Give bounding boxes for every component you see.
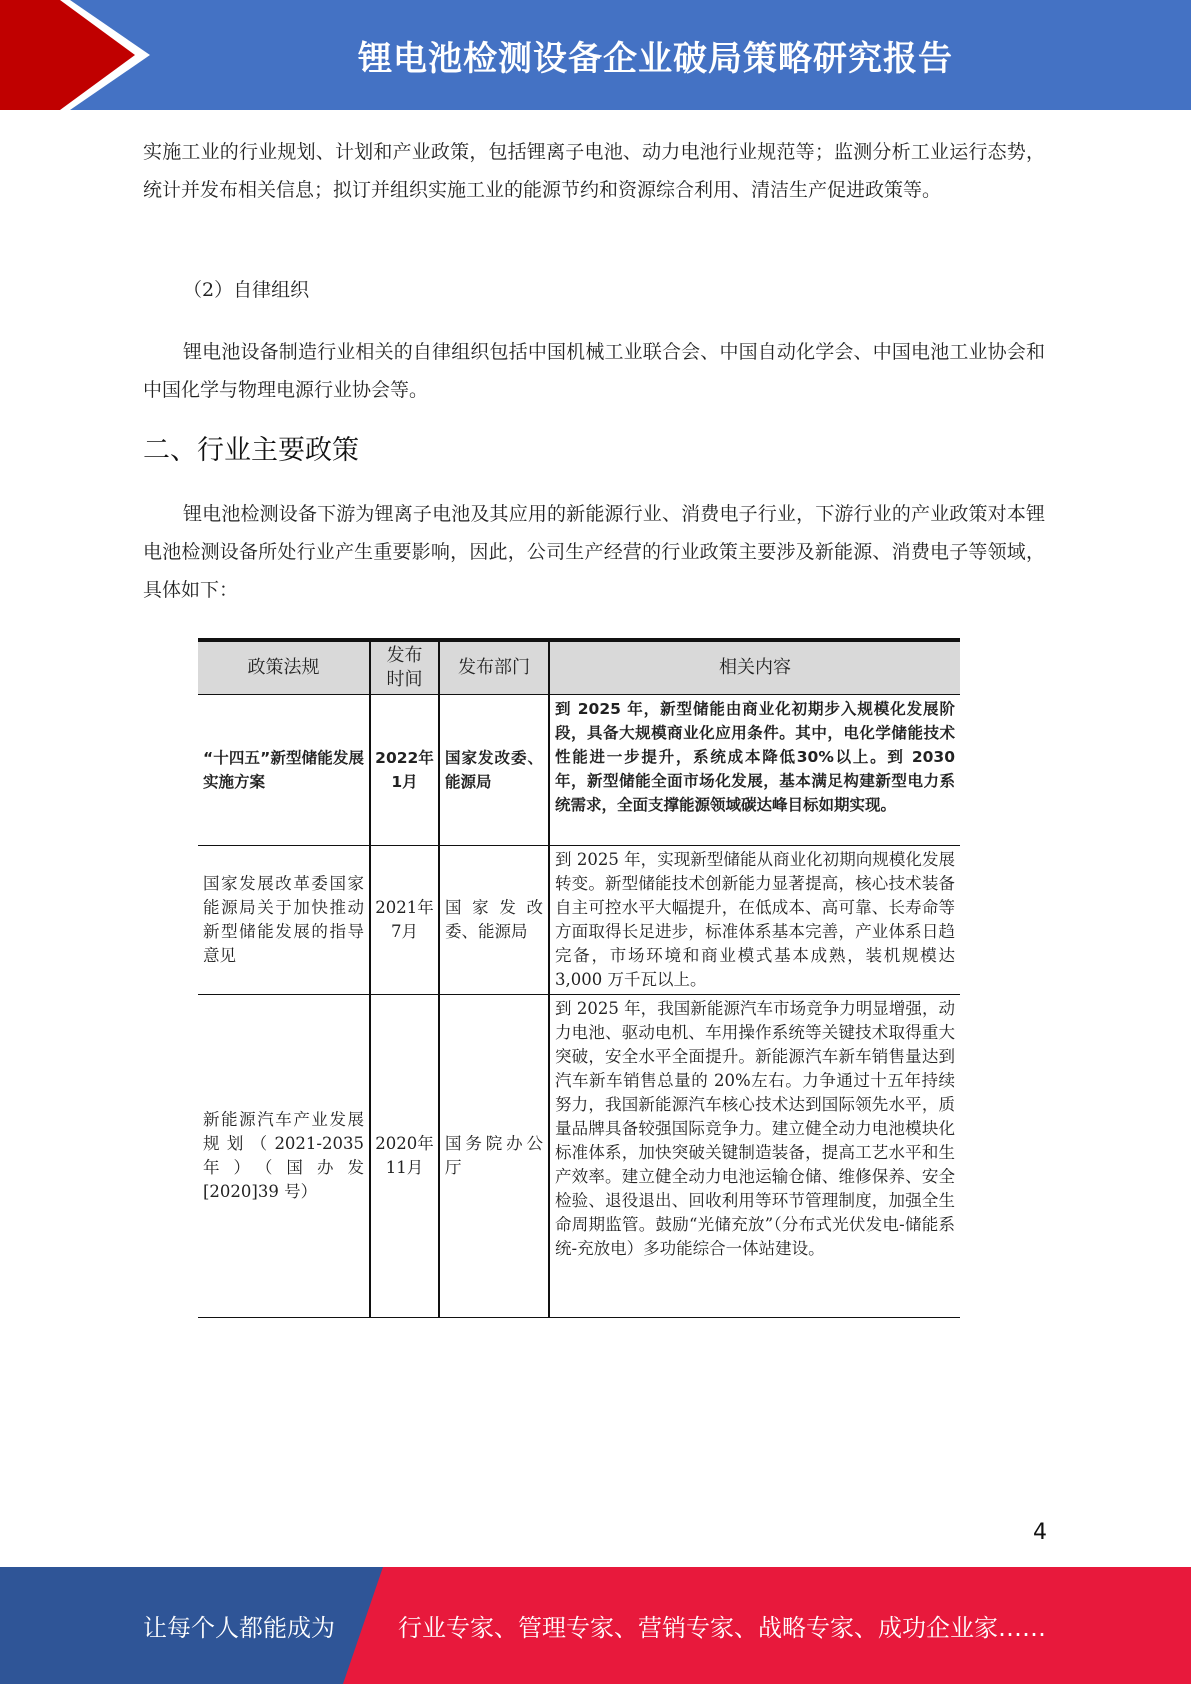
paragraph-policy-intro: 锂电池检测设备下游为锂离子电池及其应用的新能源行业、消费电子行业，下游行业的产业政策对本锂电池检测设备所处行业产生重要影响，因此，公司生产经营的行业政策主要涉及新能源、消费电子等领域，具体如下： <box>143 503 1045 601</box>
table-row <box>198 846 960 995</box>
section-heading: 二、行业主要政策 <box>143 435 359 466</box>
page-footer <box>0 1567 1191 1684</box>
table-header-row <box>198 640 960 695</box>
page-number: 4 <box>1033 1520 1047 1545</box>
policy-table <box>198 638 960 1318</box>
header-date-label: 发布 时间 <box>386 645 423 690</box>
table-row <box>198 995 960 1318</box>
cell-date: 2022年1月 <box>370 695 439 846</box>
cell-policy: 国家发展改革委国家能源局关于加快推动新型储能发展的指导意见 <box>198 846 370 995</box>
cell-policy: “十四五”新型储能发展实施方案 <box>198 695 370 846</box>
cell-policy: 新能源汽车产业发展规划（2021-2035年）（国办发[2020]39 号） <box>198 995 370 1318</box>
header-policy: 政策法规 <box>198 640 370 695</box>
footer-slogan-left: 让每个人都能成为 <box>143 1614 335 1642</box>
paragraph-self-regulatory: 锂电池设备制造行业相关的自律组织包括中国机械工业联合会、中国自动化学会、中国电池工业协会和中国化学与物理电源行业协会等。 <box>143 341 1045 401</box>
header-content: 相关内容 <box>549 640 960 695</box>
subheading-self-regulatory: （2）自律组织 <box>183 279 310 301</box>
cell-content: 到 2025 年，我国新能源汽车市场竞争力明显增强，动力电池、驱动电机、车用操作系统等关键技术取得重大突破，安全水平全面提升。新能源汽车新车销售量达到汽车新车销售总量的 20%左右。力争通过十五年持续努力，我国新能源汽车核心技术达到国际领先水平，质量品牌具备较强国际竞争力。建立健全动力电池模块化标准体系，加快突破关键制造装备，提高工艺水平和生产效率。建立健全动力电池运输仓储、维修保养、安全检验、退役退出、回收利用等环节管理制度，加强全生命周期监管。鼓励“光储充放”（分布式光伏发电-储能系统-充放电）多功能综合一体站建设。 <box>549 995 960 1318</box>
cell-department: 国家发改委、能源局 <box>439 695 549 846</box>
cell-department: 国家发改委、能源局 <box>439 846 549 995</box>
page-header <box>0 0 1191 110</box>
cell-date: 2021年7月 <box>370 846 439 995</box>
cell-date: 2020年11月 <box>370 995 439 1318</box>
header-date <box>370 640 439 695</box>
cell-content: 到 2025 年，实现新型储能从商业化初期向规模化发展转变。新型储能技术创新能力显著提高，核心技术装备自主可控水平大幅提升，在低成本、高可靠、长寿命等方面取得长足进步，标准体系基本完善，产业体系日趋完备，市场环境和商业模式基本成熟，装机规模达 3,000 万千瓦以上。 <box>549 846 960 995</box>
header-department: 发布部门 <box>439 640 549 695</box>
cell-department: 国务院办公厅 <box>439 995 549 1318</box>
table-row <box>198 695 960 846</box>
header-title: 锂电池检测设备企业破局策略研究报告 <box>358 38 953 79</box>
paragraph-regulation: 实施工业的行业规划、计划和产业政策，包括锂离子电池、动力电池行业规范等；监测分析工业运行态势，统计并发布相关信息；拟订并组织实施工业的能源节约和资源综合利用、清洁生产促进政策等。 <box>143 141 1045 201</box>
cell-content: 到 2025 年，新型储能由商业化初期步入规模化发展阶段，具备大规模商业化应用条件。其中，电化学储能技术性能进一步提升，系统成本降低30%以上。到 2030 年，新型储能全面市场化发展，基本满足构建新型电力系统需求，全面支撑能源领域碳达峰目标如期实现。 <box>549 695 960 846</box>
footer-slogan-right: 行业专家、管理专家、营销专家、战略专家、成功企业家…… <box>398 1614 1046 1642</box>
